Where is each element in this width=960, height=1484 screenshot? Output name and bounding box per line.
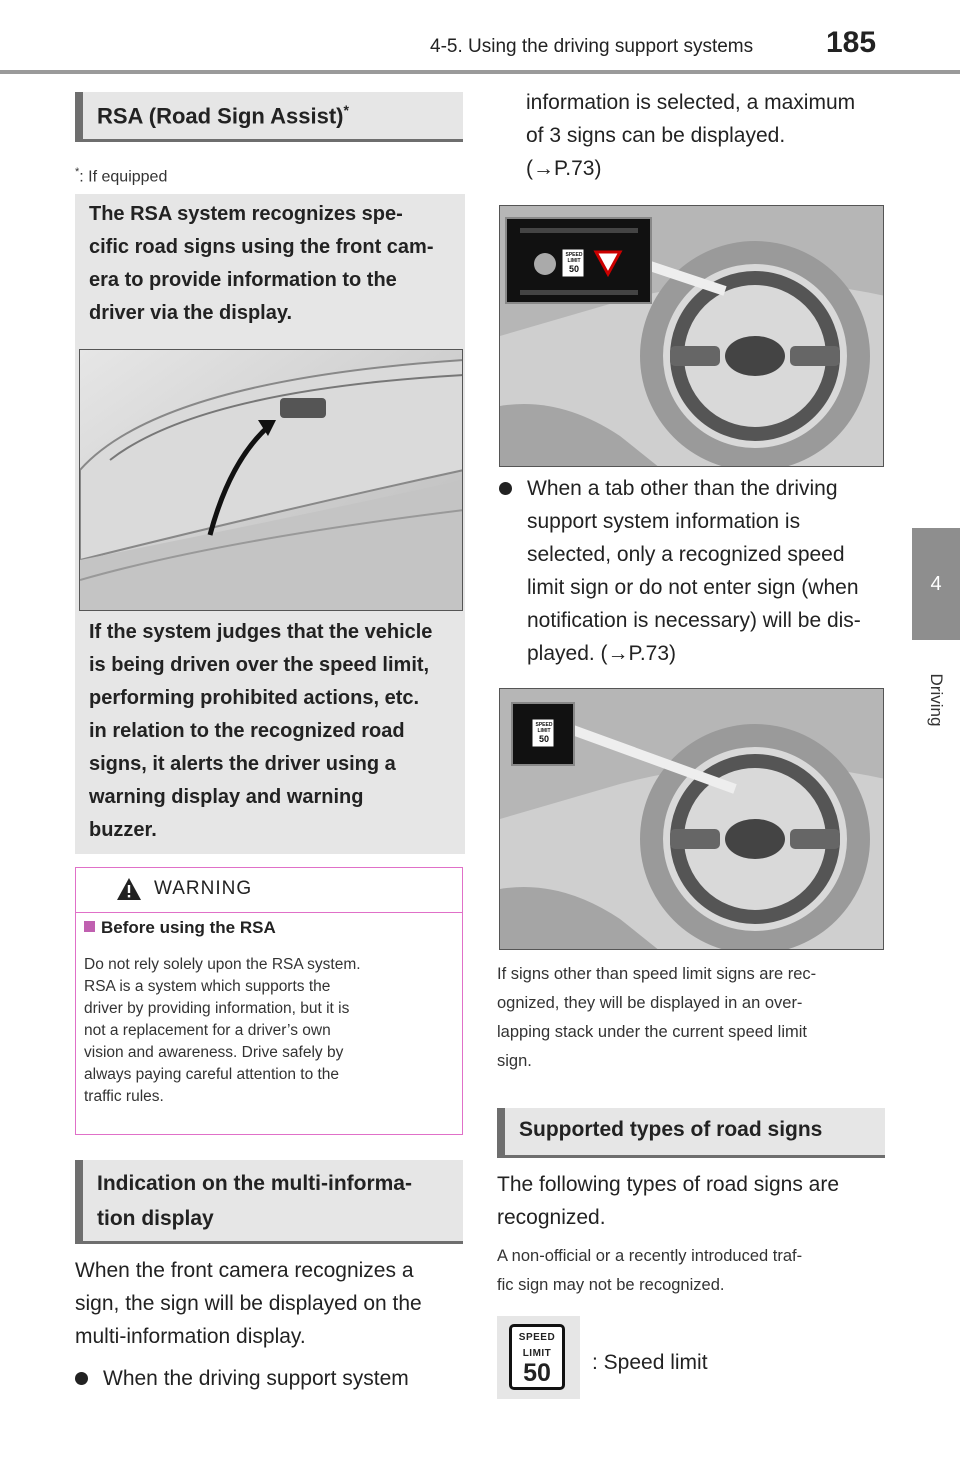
chapter-label: Driving xyxy=(927,673,946,727)
speed-limit-sign-box xyxy=(497,1316,580,1399)
header-rule xyxy=(0,70,960,74)
rsa-asterisk: * xyxy=(343,102,349,118)
rsa-alert-text: If the system judges that the vehicle is being driven over the speed limit, performing prohibited actions, etc. in relation to the recognized road signs, it alerts the driver using a warning display and warning buzzer. xyxy=(89,621,433,841)
warning-header xyxy=(76,868,462,913)
section-title: 4-5. Using the driving support systems xyxy=(430,36,754,57)
dashboard-illustration-single-sign xyxy=(499,688,884,950)
rsa-heading xyxy=(75,92,463,142)
warning-box xyxy=(75,867,463,1135)
warning-title: WARNING xyxy=(154,878,253,899)
page-number: 185 xyxy=(826,26,877,59)
supported-paragraph: The following types of road signs are recognized. xyxy=(497,1173,840,1229)
indication-heading: Indication on the multi-informa- tion display xyxy=(75,1160,463,1244)
windshield-camera-illustration xyxy=(79,349,463,611)
indication-paragraph: When the front camera recognizes a sign, the sign will be displayed on the multi-information display. xyxy=(75,1259,422,1348)
bullet-dot xyxy=(499,482,512,495)
supported-heading: Supported types of road signs xyxy=(497,1108,885,1158)
square-bullet-icon xyxy=(84,921,95,932)
display-sign-text-single: SPEED LIMIT 50 xyxy=(535,722,553,744)
bullet-driving-support-info-cont: information is selected, a maximum of 3 signs can be displayed. (→P.73) xyxy=(526,91,856,180)
dashboard-illustration-three-signs xyxy=(499,205,884,467)
bullet-other-tab: When a tab other than the driving support system information is selected, only a recognized speed limit sign or do not enter sign (when notification is necessary) will be dis- played. (→P.73) xyxy=(499,472,889,670)
bullet-driving-support-info: When the driving support system xyxy=(75,1362,465,1395)
chapter-tab: 4 xyxy=(912,528,960,640)
rsa-title: RSA (Road Sign Assist) xyxy=(97,103,344,129)
warning-body: Do not rely solely upon the RSA system. RSA is a system which supports the driver by providing information, but it is not a replacement for a driver’s own vision and awareness. Drive safely by always paying careful attention to the traffic rules. xyxy=(84,956,361,1105)
rsa-intro-text: The RSA system recognizes spe- cific road signs using the front cam- era to provide information to the driver via the display. xyxy=(89,203,434,324)
bullet-dot xyxy=(75,1372,88,1385)
display-sign-text: SPEED LIMIT 50 xyxy=(565,252,583,274)
speed-limit-sign-icon: SPEED LIMIT 50 xyxy=(509,1324,565,1390)
warning-subtitle: Before using the RSA xyxy=(84,918,276,938)
stacked-signs-note: If signs other than speed limit signs are rec- ognized, they will be displayed in an over- lapping stack under the current speed limit sign. xyxy=(497,965,817,1070)
rsa-footnote: *: If equipped xyxy=(75,166,168,186)
supported-note: A non-official or a recently introduced traf- fic sign may not be recognized. xyxy=(497,1247,803,1294)
speed-limit-label: : Speed limit xyxy=(592,1351,708,1374)
warning-icon xyxy=(116,877,142,901)
